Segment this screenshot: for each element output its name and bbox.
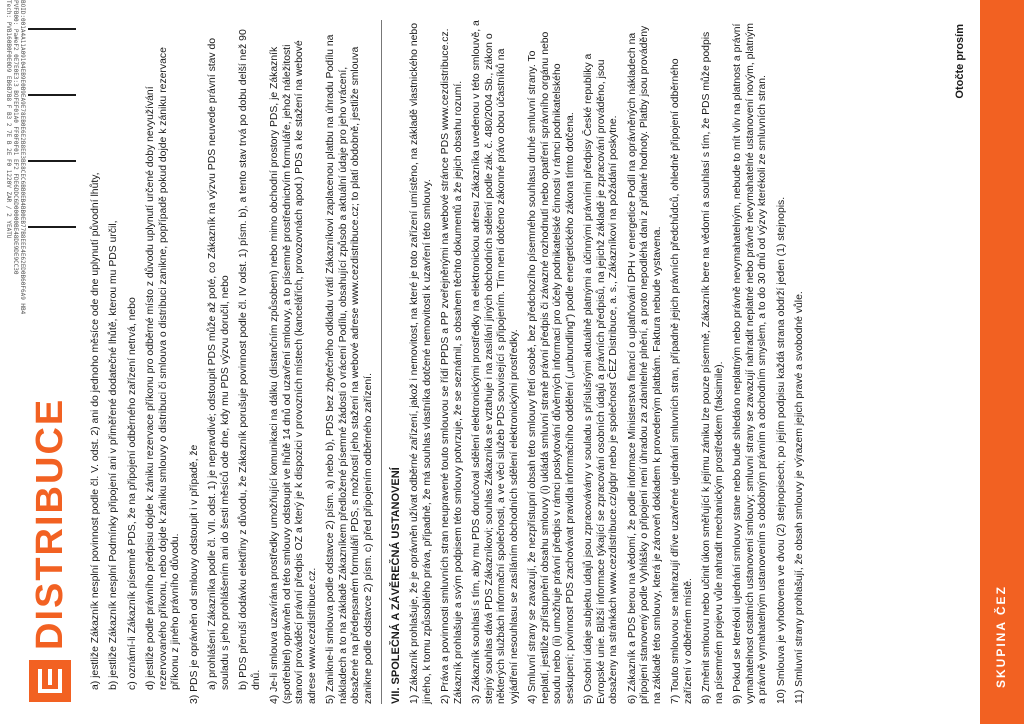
clause: a) jestliže Zákazník nesplní povinnost podle čl. V. odst. 2) ani do jednoho měsíce ode dne uplynutí původní lhůty,	[90, 172, 101, 690]
clause: 3) Zákazník souhlasí s tím, aby mu PDS doručoval sdělení elektronickými prostředky na elektronickou adresu Zákazníka uvedenou v této smlouvě, a stejný souhlas dává PDS Zákazníkovi; souhlas Zákazníka se vztahuje i na zasílání jiných obchodních sdělení podle zák. č. 480/2004 Sb., zákon o některých službách informační společnosti, a ve věci služeb PDS související s připojením. Tím není dotčeno zákonné právo obou účastníků na vyjádření nesouhlasu se zasíláním obchodních sdělení elektronickými prostředky.	[471, 20, 520, 704]
clause: b) jestliže Zákazník nesplní Podmínky připojení ani v přiměřené dodatečné lhůtě, kterou mu PDS určil,	[108, 220, 120, 690]
section-title: VII. SPOLEČNÁ A ZÁVĚREČNÁ USTANOVENÍ	[390, 467, 403, 704]
clause: 10) Smlouva je vyhotovena ve dvou (2) stejnopisech; po jejím podpisu každá strana obdrží jeden (1) stejnopis.	[775, 196, 787, 704]
clause: 4) Smluvní strany se zavazují, že nezpřístupní obsah této smlouvy třetí osobě, bez předchozího písemného souhlasu druhé smluvní strany. To neplatí, jestliže zpřístupnění obsahu smlouvy (i) ukládá smluvní straně právní předpis či závazné rozhodnutí nebo opatření správního orgánu nebo soudu nebo (ii) umožňuje právní předpis v rámci poskytování důvěrných informací pro účely podnikatelské činnosti v rámci podnikatelského seskupení; povinnost PDS zachovávat pravidla informačního oddělení („unbundling") podle energetického zákona tímto dotčena.	[527, 31, 576, 704]
footer-band	[980, 0, 1024, 724]
clause: b) PDS přeruší dodávku elektřiny z důvodu, že Zákazník porušuje povinnost podle čl. IV odst. 1) písm. b), a tento stav trvá po dobu delší než 90 dnů.	[238, 29, 262, 690]
bar-mark	[28, 226, 76, 228]
turn-over-note: Otočte prosím	[954, 24, 966, 99]
clause: 9) Pokud se kterékoli ujednání smlouvy stane nebo bude shledáno neplatným nebo právně nevymahatelným, nebude to mít vliv na platnost a právní vymahatelnost ostatních ustanovení smlouvy; smluvní strany se zavazují nahradit neplatné nebo právně nevymahatelné ustanovení novým, platným a právně vymahatelným ustanovením s obdobným právním a obchodním smyslem, a to do 30 dnů od výzvy kterékoli ze smluvních stran.	[732, 23, 769, 704]
clause: 6) Zákazník a PDS berou na vědomí, že podle informace Ministerstva financí o uplatňování DPH v energetice Podíl na oprávněných nákladech na připojení stanovený podle Vyhlášky o připojení není úhradou za zdanitelné plnění, a proto nepodléhá dani z přidané hodnoty. Platby jsou prováděny na základě této smlouvy, která je zároveň dokladem k provedeným platbám. Faktura nebude vystavena.	[626, 25, 663, 704]
brand-title: DISTRIBUCE	[28, 397, 71, 650]
clause: 7) Touto smlouvou se nahrazují dříve uzavřené ujednání smluvních stran, případně jejich právních předchůdců, ohledně připojení odběrného zařízení v odběrném místě.	[670, 58, 694, 704]
clause: 3) PDS je oprávněn od smlouvy odstoupit i v případě, že	[188, 444, 200, 704]
bar-mark	[28, 160, 76, 162]
clause: 8) Změnit smlouvu nebo učinit úkon směřující k jejímu zániku lze pouze písemně, Zákazník bere na vědomí a souhlasí s tím, že PDS může podpis na písemném projevu vůle nahradit mechanickým prostředkem (faksimile).	[701, 31, 725, 704]
clause: 4) Je-li smlouva uzavírána prostředky umožňující komunikaci na dálku (distančním způsobem) nebo mimo obchodní prostory PDS, je Zákazník (spotřebitel) oprávněn od této smlouvy odstoupit ve lhůtě 14 dnů od uzavření smlouvy, a to písemně prostřednictvím formuláře, jehož náležitosti stanoví prováděcí právní předpis OZ a který je k dispozici v provozních místech (kancelářích, provozovnách apod.) PDS a ke stažení na webové adrese www.cezdistribuce.cz.	[269, 40, 318, 704]
margin-line: Tech: PVB160B0F0E0D9 EB6B7B8 F B3 2 7E B 2E F0 1220V ZAR / 2 YEATU	[5, 0, 12, 239]
clause: d) jestliže podle právního předpisu dojde k zániku rezervace příkonu pro odběrné místo z důvodu uplynutí určené doby nevyužívání rezervovaného příkonu, nebo dojde k zániku smlouvy o distribuci či smlouva o distribuci zanikne, popřípadě pokud dojde k zániku rezervace příkonu z jiného právního důvodu.	[145, 47, 182, 690]
bar-mark	[28, 94, 76, 96]
footer-band-text: SKUPINA ČEZ	[994, 585, 1008, 688]
document-body	[90, 20, 812, 704]
clause: c) oznámí-li Zákazník písemně PDS, že na připojení odběrného zařízení netrvá, nebo	[126, 297, 138, 690]
bar-mark	[28, 28, 76, 30]
clause: 5) Zanikne-li smlouva podle odstavce 2) písm. a) nebo b), PDS bez zbytečného odkladu vrátí Zákazníkovi zaplacenou platbu na úhradu Podílu na nákladech a to na základě Zákazníkem předložené písemné žádosti o vrácení Podílu, obsahující způsob a aktuální údaje pro jeho vrácení, obsažené na předepsaném formuláři PDS, s možností jeho stažení na webové adrese www.cezdistribuce.cz; to platí obdobně, jestliže smlouva zanikne podle odstavce 2) písm. c) před připojením odběrného zařízení.	[325, 34, 374, 704]
divider	[381, 20, 382, 704]
clause: 2) Práva a povinnosti smluvních stran neupravené touto smlouvou se řídí PPDS a PP zveřejněnými na webové stránce PDS www.cezdistribuce.cz. Zákazník prohlašuje a svým podpisem této smlouvy potvrzuje, že se seznámil, s obsahem těchto dokumentů a že jejich obsahu rozumí.	[440, 28, 464, 704]
clause: a) prohlášení Zákazníka podle čl. VII. odst. 1) je nepravdivé; odstoupit PDS může až poté, co Zákazník na výzvu PDS neuvede právní stav do souladu s jeho prohlášením ani do šesti měsíců ode dne, kdy mu PDS výzvu doručil, nebo	[207, 37, 231, 690]
cez-logo-icon	[29, 660, 71, 702]
margin-line: BOID:001A4A11A09104EB9E0B9EA9E78EB0E6E2B8EE3BE8CEC6BB0EB4BB0EB77B8EEE4E62ED0B60F6A9 HB4	[19, 0, 26, 315]
clause: 1) Zákazník prohlašuje, že je oprávněn užívat odběrné zařízení, jakož i nemovitost, na které je toto zařízení umístěno, na základě vlastnického nebo jiného, k tomu způsobilého práva, případně, že má souhlas vlastníka dotčené nemovitosti k uzavření této smlouvy.	[409, 23, 433, 704]
clause: 11) Smluvní strany prohlašují, že obsah smlouvy je výrazem jejich pravé a svobodné vůle.	[793, 291, 805, 704]
header-bars	[28, 28, 76, 228]
margin-line: PVFB00: Pa#eF2 0E7E0E3:3 BOFEF01A0 FF0F0F01 EF2 FDE6DDC6D00000BE48DE9DE9CC30	[12, 0, 19, 275]
clause: 5) Osobní údaje subjektu údajů jsou zpracovávány v souladu s příslušnými aktuálně platnými a účinnými právními předpisy České republiky a Evropské unie. Bližší informace týkající se zpracování osobních údajů a právních předpisů, na jejichž základě je zpracování prováděno, jsou obsaženy na stránkách www.cezdistribuce.cz/gdpr nebo je společnost ČEZ Distribuce, a. s., Zákazníkovi na požádání poskytne.	[583, 53, 620, 704]
